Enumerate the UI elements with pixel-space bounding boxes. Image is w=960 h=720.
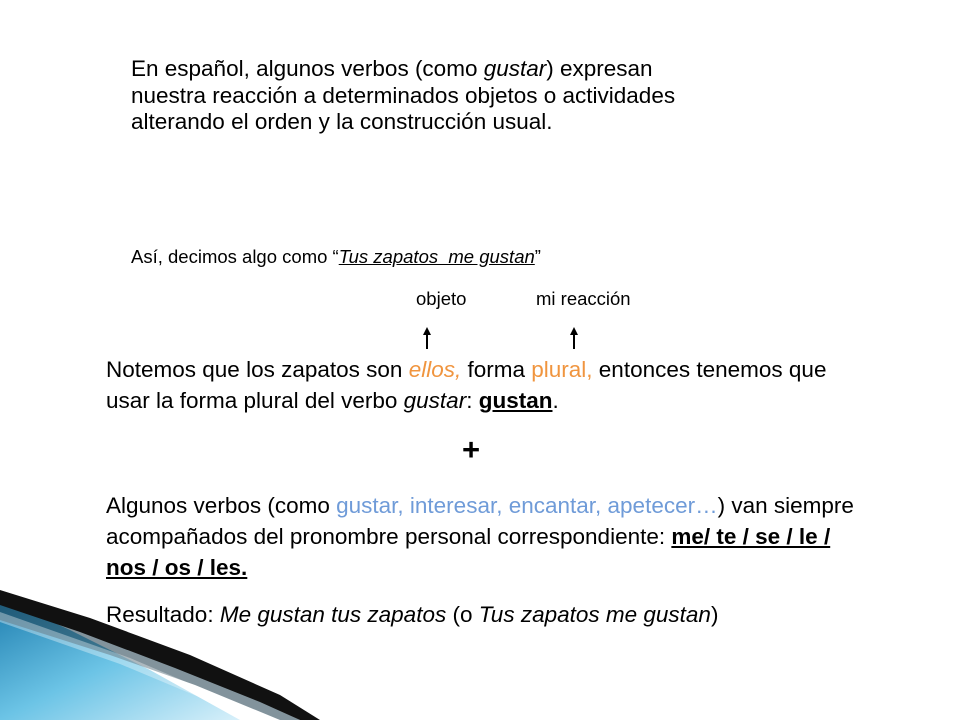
plus-sign: + <box>462 432 481 467</box>
example-sentence: Así, decimos algo como “Tus zapatos me gustan” <box>131 246 541 267</box>
arrow-up-icon <box>423 327 431 349</box>
pronoun-list: me/ te / se / le / nos / os / les. <box>106 524 831 580</box>
label-object: objeto <box>416 288 467 309</box>
intro-paragraph: En español, algunos verbos (como gustar) expresan nuestra reacción a determinados objetos o actividades alterando el orden y la construcción usual. <box>131 56 676 134</box>
arrow-up-icon <box>570 327 578 349</box>
pronoun-note: Algunos verbos (como gustar, interesar, encantar, apetecer…) van siempre acompañados del pronombre personal correspondiente: me/ te / se / le / nos / os / les. <box>106 493 854 580</box>
example-phrase: Tus zapatos me gustan <box>338 246 535 267</box>
decorative-swoosh <box>0 560 400 720</box>
gustan-highlight: gustan <box>478 388 553 413</box>
plural-note: Notemos que los zapatos son ellos, forma plural, entonces tenemos que usar la forma plural del verbo gustar: gustan. <box>106 357 827 413</box>
result-line: Resultado: Me gustan tus zapatos (o Tus zapatos me gustan) <box>106 602 719 627</box>
label-reaction: mi reacción <box>536 288 631 309</box>
